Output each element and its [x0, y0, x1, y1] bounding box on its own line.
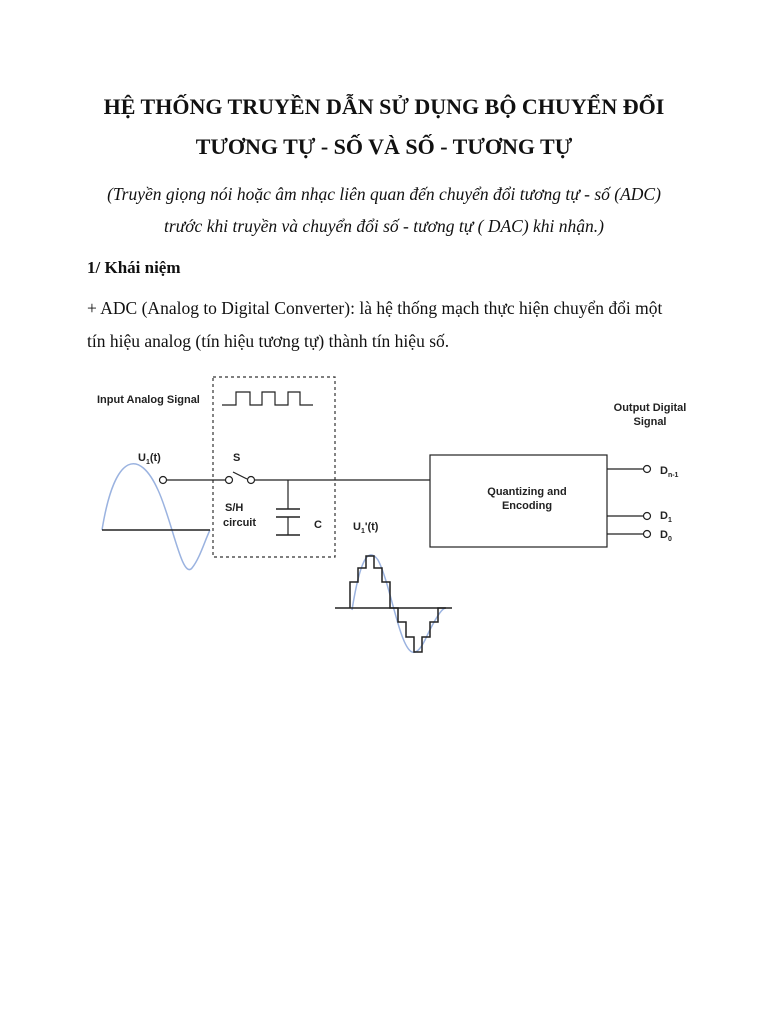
- input-analog-label: Input Analog Signal: [97, 394, 200, 406]
- u1-prime-label: $U_1'(t)$: [353, 521, 379, 535]
- output-dn-label: $D_{n-1}$: [660, 465, 679, 479]
- section-heading: 1/ Khái niệm: [87, 258, 181, 277]
- output-d0-label: $D_0$: [660, 529, 672, 543]
- output-terminal-d0: [644, 531, 651, 538]
- switch-right-terminal: [248, 477, 255, 484]
- paragraph-line-2: tín hiệu analog (tín hiệu tương tự) thành tín hiệu số.: [87, 331, 450, 351]
- output-d1-label: $D_1$: [660, 510, 672, 524]
- title-line-2: TƯƠNG TỰ - SỐ VÀ SỐ - TƯƠNG TỰ: [195, 134, 573, 159]
- output-terminal-d1: [644, 513, 651, 520]
- sampled-sine-wave: [352, 555, 445, 652]
- title-line-1: HỆ THỐNG TRUYỀN DẪN SỬ DỤNG BỘ CHUYỂN ĐỔI: [103, 94, 665, 119]
- switch-left-terminal: [226, 477, 233, 484]
- cap-label: C: [314, 519, 322, 531]
- output-terminal-dn: [644, 466, 651, 473]
- output-label-1: Output Digital: [613, 402, 687, 414]
- u1-label: $U_1(t)$: [138, 452, 161, 466]
- paragraph-line-1: + ADC (Analog to Digital Converter): là hệ thống mạch thực hiện chuyển đổi một: [87, 298, 663, 318]
- switch-blade: [233, 472, 247, 479]
- subtitle-line-2: trước khi truyền và chuyển đổi số - tương tự ( DAC) khi nhận.): [164, 216, 604, 236]
- subtitle-line-1: (Truyền giọng nói hoặc âm nhạc liên quan đến chuyển đổi tương tự - số (ADC): [107, 184, 661, 204]
- block-label-2: Encoding: [501, 500, 553, 512]
- staircase-signal: [350, 556, 446, 652]
- switch-label: S: [233, 452, 241, 464]
- clock-pulse-wave: [222, 392, 313, 405]
- sh-label-1: S/H: [225, 502, 244, 514]
- sh-label-2: circuit: [223, 517, 257, 529]
- output-label-2: Signal: [633, 416, 667, 428]
- input-terminal: [160, 477, 167, 484]
- block-label-1: Quantizing and: [487, 486, 567, 498]
- adc-diagram: [0, 360, 768, 680]
